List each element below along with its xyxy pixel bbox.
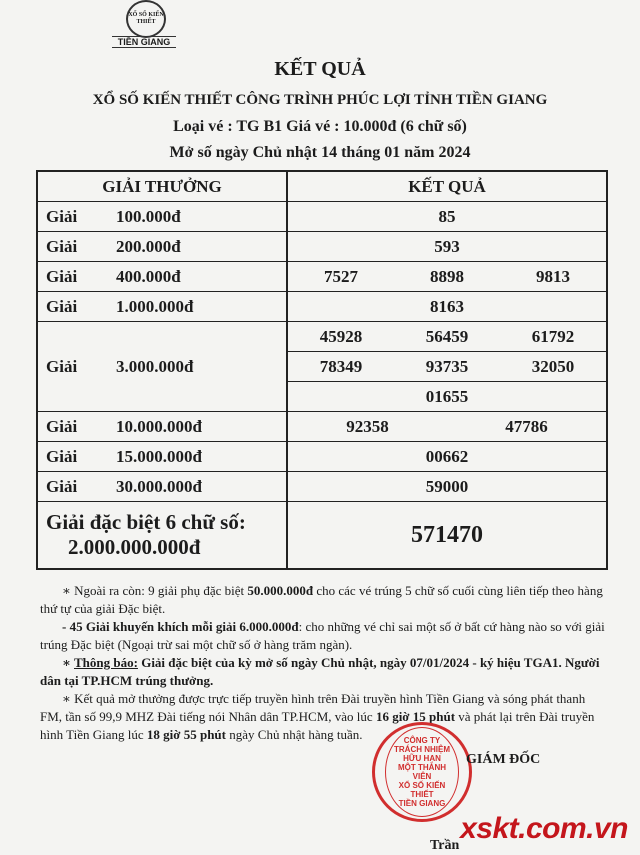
result-number: 8163 xyxy=(430,296,464,316)
prize-word: Giải xyxy=(46,416,78,436)
result-number: 8898 xyxy=(430,266,464,286)
table-row xyxy=(38,411,606,441)
result-number: 56459 xyxy=(425,326,469,346)
result-number: 32050 xyxy=(531,356,575,376)
header-result: KẾT QUẢ xyxy=(408,176,486,196)
result-number: 92358 xyxy=(346,416,389,436)
prize-label xyxy=(38,262,288,291)
note-consolation: - 45 Giải khuyến khích mỗi giải 6.000.000đ: cho những vé chỉ sai một số ở bất cứ hàng nào so với giải trúng Đặc biệt (Ngoại trừ sai một chữ số ở hàng trăm ngàn). xyxy=(40,619,605,652)
prize-amount: 200.000đ xyxy=(116,236,181,256)
table-row xyxy=(38,231,606,261)
prize-word: Giải xyxy=(46,266,78,286)
prize-label xyxy=(38,322,288,411)
result-number: 45928 xyxy=(319,326,363,346)
logo-org-text: XỔ SỐ KIẾN THIẾT xyxy=(128,12,164,25)
result-number: 9813 xyxy=(536,266,570,286)
table-row xyxy=(38,261,606,291)
table-header-row xyxy=(38,172,606,201)
special-label: Giải đặc biệt 6 chữ số: xyxy=(46,510,246,534)
prize-label xyxy=(38,472,288,501)
prize-word: Giải xyxy=(46,206,78,226)
special-prize-row xyxy=(38,501,606,568)
result-number: 61792 xyxy=(531,326,575,346)
special-prize-label xyxy=(38,502,288,568)
prize-label xyxy=(38,412,288,441)
result-number: 85 xyxy=(438,206,456,226)
logo-emblem xyxy=(126,0,166,38)
special-number: 571470 xyxy=(411,521,483,548)
prize-word: Giải xyxy=(46,296,78,316)
result-number: 01655 xyxy=(425,386,469,406)
table-row xyxy=(38,321,606,411)
note-announcement: ∗ Thông báo: Giải đặc biệt của kỳ mở số ngày Chủ nhật, ngày 07/01/2024 - ký hiệu TGA1. Người dân tại TP.HCM trúng thưởng. xyxy=(40,655,600,688)
logo xyxy=(112,0,176,48)
header-prize: GIẢI THƯỞNG xyxy=(38,172,288,201)
prize-label xyxy=(38,292,288,321)
notes xyxy=(40,582,606,744)
prize-word: Giải xyxy=(46,236,78,256)
table-row xyxy=(38,471,606,501)
prize-word: Giải xyxy=(46,356,78,376)
prize-amount: 1.000.000đ xyxy=(116,296,194,316)
prize-label xyxy=(38,232,288,261)
prize-word: Giải xyxy=(46,476,78,496)
page-title: KẾT QUẢ xyxy=(274,58,366,80)
signatory-name: Trần xyxy=(430,838,460,853)
page-subtitle: XỔ SỐ KIẾN THIẾT CÔNG TRÌNH PHÚC LỢI TỈNH TIỀN GIANG xyxy=(92,92,548,108)
prize-label xyxy=(38,442,288,471)
prize-amount: 30.000.000đ xyxy=(116,476,202,496)
note-broadcast: ∗ Kết quả mở thưởng được trực tiếp truyền hình trên Đài truyền hình Tiền Giang và sóng phát thanh FM, tần số 99,9 MHZ Đài tiếng nói Nhân dân TP.HCM, vào lúc 16 giờ 15 phút và phát lại trên Đài truyền hình Tiền Giang lúc 18 giờ 55 phút ngày Chủ nhật hàng tuần. xyxy=(40,691,595,742)
table-row xyxy=(38,291,606,321)
prize-label xyxy=(38,202,288,231)
prize-amount: 15.000.000đ xyxy=(116,446,202,466)
result-number: 59000 xyxy=(425,476,469,496)
table-row xyxy=(38,201,606,231)
special-amount: 2.000.000.000đ xyxy=(68,535,201,559)
result-number: 93735 xyxy=(425,356,469,376)
note-extra-prizes: ∗ Ngoài ra còn: 9 giải phụ đặc biệt 50.000.000đ cho các vé trúng 5 chữ số cuối cùng liên tiếp theo hàng thứ tự của giải Đặc biệt. xyxy=(40,583,603,616)
prize-word: Giải xyxy=(46,446,78,466)
ticket-info: Loại vé : TG B1 Giá vé : 10.000đ (6 chữ số) xyxy=(173,118,467,135)
site-watermark: xskt.com.vn xyxy=(460,812,628,845)
prize-amount: 10.000.000đ xyxy=(116,416,202,436)
prize-amount: 3.000.000đ xyxy=(116,356,194,376)
results-table xyxy=(36,170,608,570)
result-number: 78349 xyxy=(319,356,363,376)
draw-date: Mở số ngày Chủ nhật 14 tháng 01 năm 2024 xyxy=(169,144,471,161)
table-row xyxy=(38,441,606,471)
company-seal: CÔNG TY TRÁCH NHIỆM HỮU HẠN MỘT THÀNH VIÊN XỔ SỐ KIẾN THIẾT TIỀN GIANG xyxy=(372,722,472,822)
logo-label: TIỀN GIANG xyxy=(112,36,176,48)
prize-amount: 100.000đ xyxy=(116,206,181,226)
result-number: 47786 xyxy=(505,416,548,436)
signatory-title: GIÁM ĐỐC xyxy=(466,752,541,767)
result-number: 00662 xyxy=(425,446,469,466)
result-number: 7527 xyxy=(324,266,358,286)
result-number: 593 xyxy=(434,236,460,256)
prize-amount: 400.000đ xyxy=(116,266,181,286)
